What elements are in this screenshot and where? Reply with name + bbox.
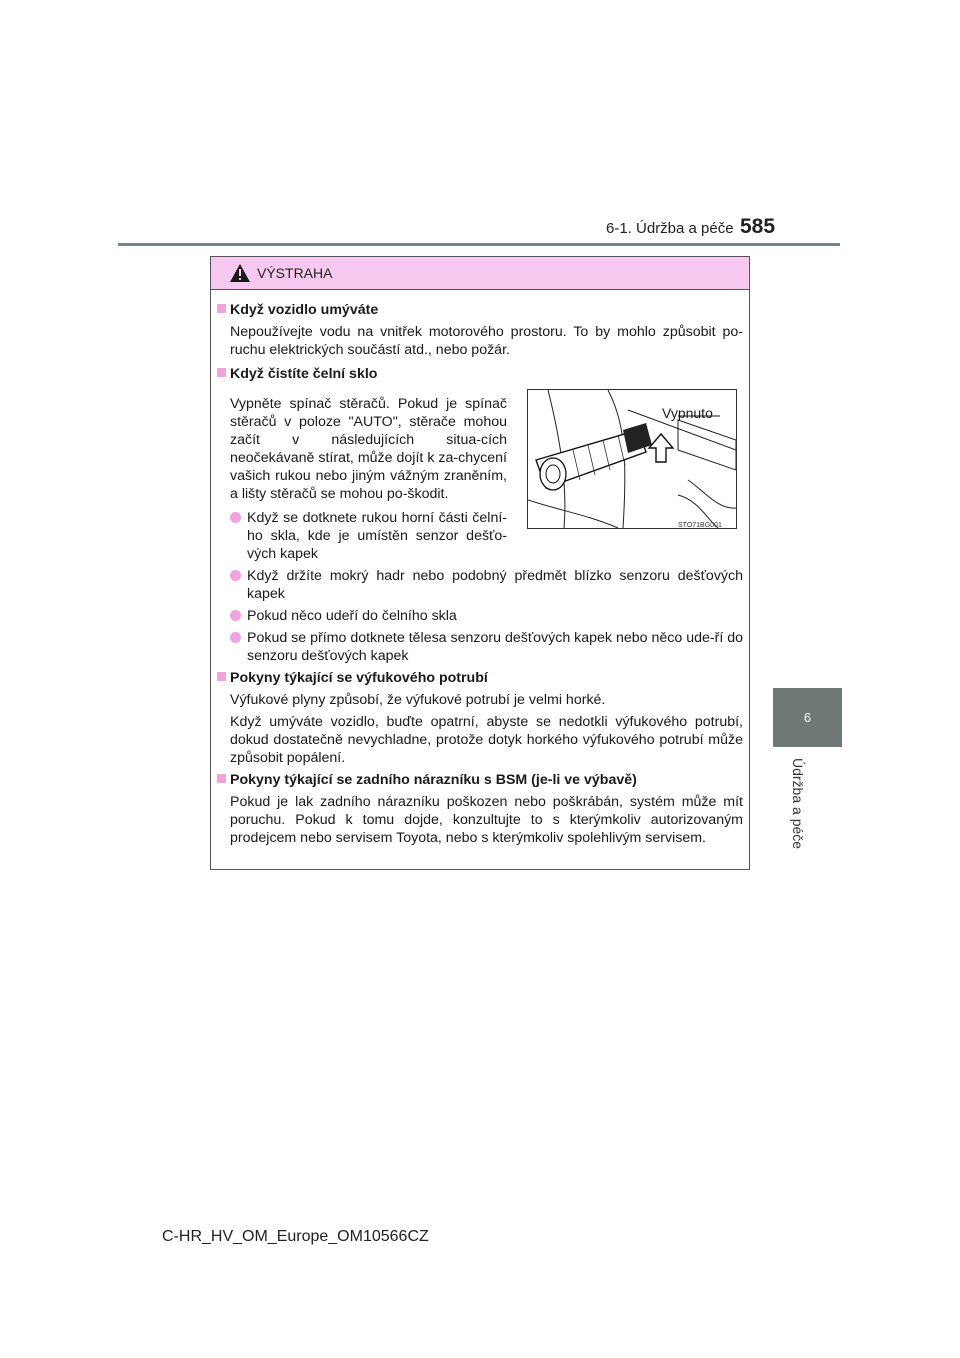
section-heading — [217, 771, 743, 789]
section-heading-text: Pokyny týkající se zadního nárazníku s BSM (je-li ve výbavě) — [230, 772, 637, 788]
square-bullet-icon — [217, 304, 226, 313]
warning-header — [211, 257, 749, 290]
section-heading — [217, 301, 743, 319]
section-heading — [217, 669, 743, 687]
list-item — [217, 629, 743, 665]
figure-label: Vypnuto — [662, 405, 713, 421]
section-heading-text: Když čistíte čelní sklo — [230, 366, 378, 382]
warning-title: VÝSTRAHA — [257, 265, 333, 281]
square-bullet-icon — [217, 672, 226, 681]
list-item-text: Když držíte mokrý hadr nebo podobný předmět blízko senzoru dešťových kapek — [247, 568, 743, 602]
round-bullet-icon — [230, 512, 241, 523]
section-heading-text: Když vozidlo umýváte — [230, 302, 379, 318]
document-id: C-HR_HV_OM_Europe_OM10566CZ — [162, 1228, 429, 1245]
wiper-block — [217, 387, 743, 567]
paragraph: Když umýváte vozidlo, buďte opatrní, abyste se nedotkli výfukového potrubí, dokud dostatečně nevychladne, protože dotyk horkého výfukového potrubí může způsobit popálení. — [230, 714, 743, 766]
wiper-switch-illustration — [527, 389, 737, 529]
warning-triangle-icon — [229, 263, 251, 283]
round-bullet-icon — [230, 632, 241, 643]
chapter-tab — [773, 688, 842, 747]
header-divider — [118, 243, 840, 246]
page-number: 585 — [740, 215, 776, 238]
chapter-number: 6 — [803, 710, 812, 725]
chapter-label: Údržba a péče — [790, 758, 806, 850]
list-item-text: Pokud něco udeří do čelního skla — [247, 608, 457, 624]
section-heading-text: Pokyny týkající se výfukového potrubí — [230, 670, 488, 686]
warning-box — [210, 256, 750, 870]
list-item — [217, 607, 743, 625]
wiper-text-column — [217, 387, 507, 567]
section-title: 6-1. Údržba a péče — [606, 220, 734, 237]
section-heading — [217, 365, 743, 383]
round-bullet-icon — [230, 610, 241, 621]
paragraph: Výfukové plyny způsobí, že výfukové potrubí je velmi horké. — [230, 692, 606, 708]
paragraph: Nepoužívejte vodu na vnitřek motorového prostoru. To by mohlo způsobit po-ruchu elektrických součástí atd., nebo požár. — [230, 324, 743, 358]
list-item-text: Pokud se přímo dotknete tělesa senzoru dešťových kapek nebo něco ude-ří do senzoru dešťových kapek — [247, 630, 743, 664]
list-item — [217, 509, 507, 563]
round-bullet-icon — [230, 570, 241, 581]
list-item — [217, 567, 743, 603]
paragraph: Pokud je lak zadního nárazníku poškozen nebo poškrábán, systém může mít poruchu. Pokud k tomu dojde, konzultujte to s kterýmkoliv autorizovaným prodejcem nebo servisem Toyota, nebo s kterýmkoliv spolehlivým servisem. — [230, 794, 743, 846]
warning-content — [217, 297, 743, 851]
paragraph: Vypněte spínač stěračů. Pokud je spínač stěračů v poloze "AUTO", stěrače mohou začít v následujících situa-cích neočekávaně stírat, může dojít k za-chycení vašich rukou nebo jiným vážným zraněním, a lišty stěračů se mohou po-škodit. — [230, 396, 507, 502]
square-bullet-icon — [217, 368, 226, 377]
list-item-text: Když se dotknete rukou horní části čelní-ho skla, kde je umístěn senzor dešťo-vých kapek — [247, 510, 507, 562]
figure-code: STO71BG001 — [678, 522, 722, 529]
square-bullet-icon — [217, 774, 226, 783]
